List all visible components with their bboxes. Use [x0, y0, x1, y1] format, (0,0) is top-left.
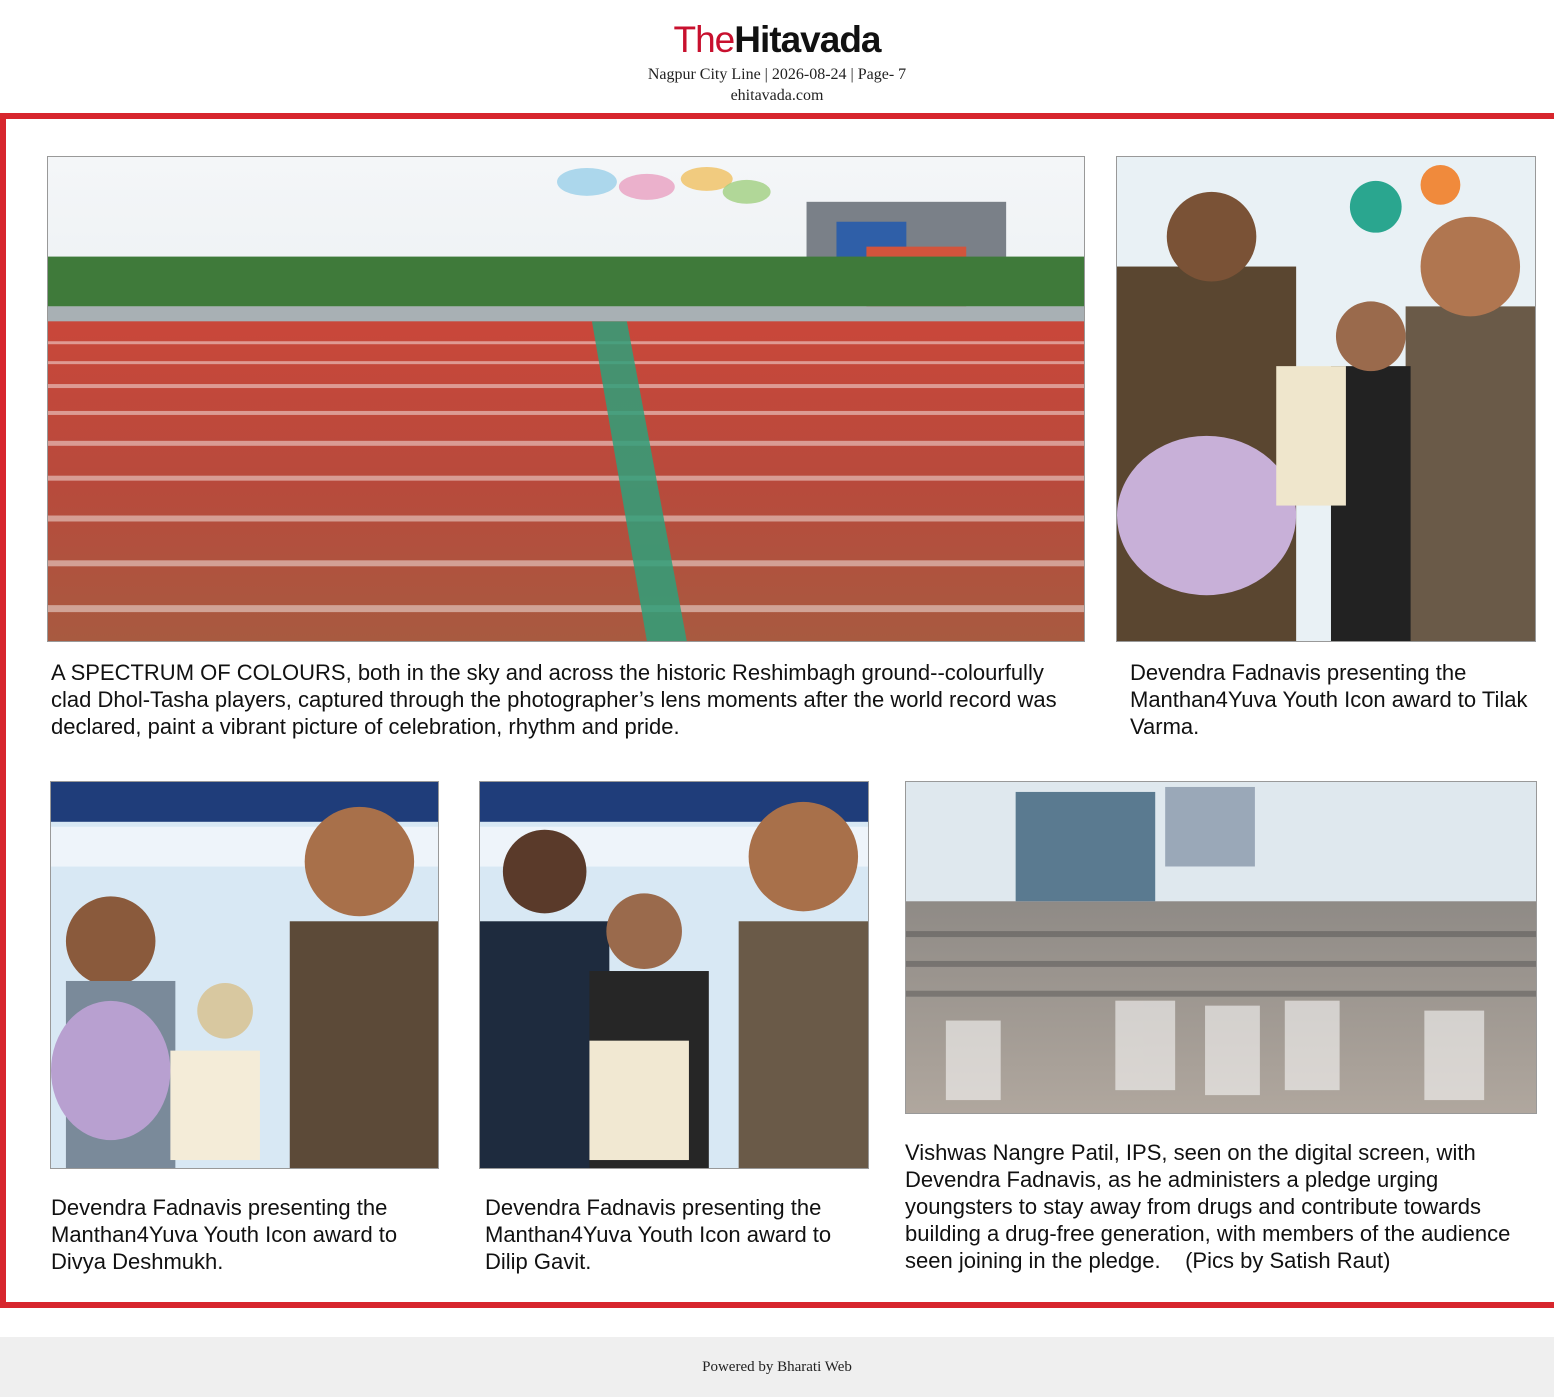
- caption-dilip-gavit: Devendra Fadnavis presenting the Manthan4Yuva Youth Icon award to Dilip Gavit.: [485, 1195, 832, 1274]
- newspaper-logo[interactable]: [0, 18, 1554, 62]
- edition-dateline: Nagpur City Line | 2026-08-24 | Page- 7: [647, 66, 907, 83]
- footer: [0, 1337, 1554, 1397]
- caption-divya-deshmukh: Devendra Fadnavis presenting the Manthan4Yuva Youth Icon award to Divya Deshmukh.: [51, 1195, 398, 1274]
- photo-tilak-varma-award: [1116, 156, 1536, 642]
- photo-pledge-audience: [905, 781, 1537, 1114]
- logo-hitavada: Hitavada: [734, 19, 881, 60]
- powered-by-text[interactable]: Powered by Bharati Web: [702, 1359, 852, 1375]
- caption-tilak-varma: Devendra Fadnavis presenting the Manthan4Yuva Youth Icon award to Tilak Varma.: [1130, 660, 1528, 739]
- website-link[interactable]: ehitavada.com: [730, 87, 824, 104]
- caption-pledge: Vishwas Nangre Patil, IPS, seen on the digital screen, with Devendra Fadnavis, as he administers a pledge urging youngsters to stay away from drugs and contribute towards building a drug-free generation, with members of the audience seen joining in the pledge. (Pics by Satish Raut): [905, 1140, 1517, 1273]
- photo-dhol-tasha-crowd: [47, 156, 1085, 642]
- masthead: [0, 0, 1554, 112]
- logo-the: The: [673, 19, 735, 60]
- photo-divya-deshmukh-award: [50, 781, 439, 1169]
- caption-dhol-tasha: A SPECTRUM OF COLOURS, both in the sky and across the historic Reshimbagh ground--colourfully clad Dhol-Tasha players, captured through the photographer’s lens moments after the world record was declared, paint a vibrant picture of celebration, rhythm and pride.: [51, 660, 1057, 739]
- photo-dilip-gavit-award: [479, 781, 869, 1169]
